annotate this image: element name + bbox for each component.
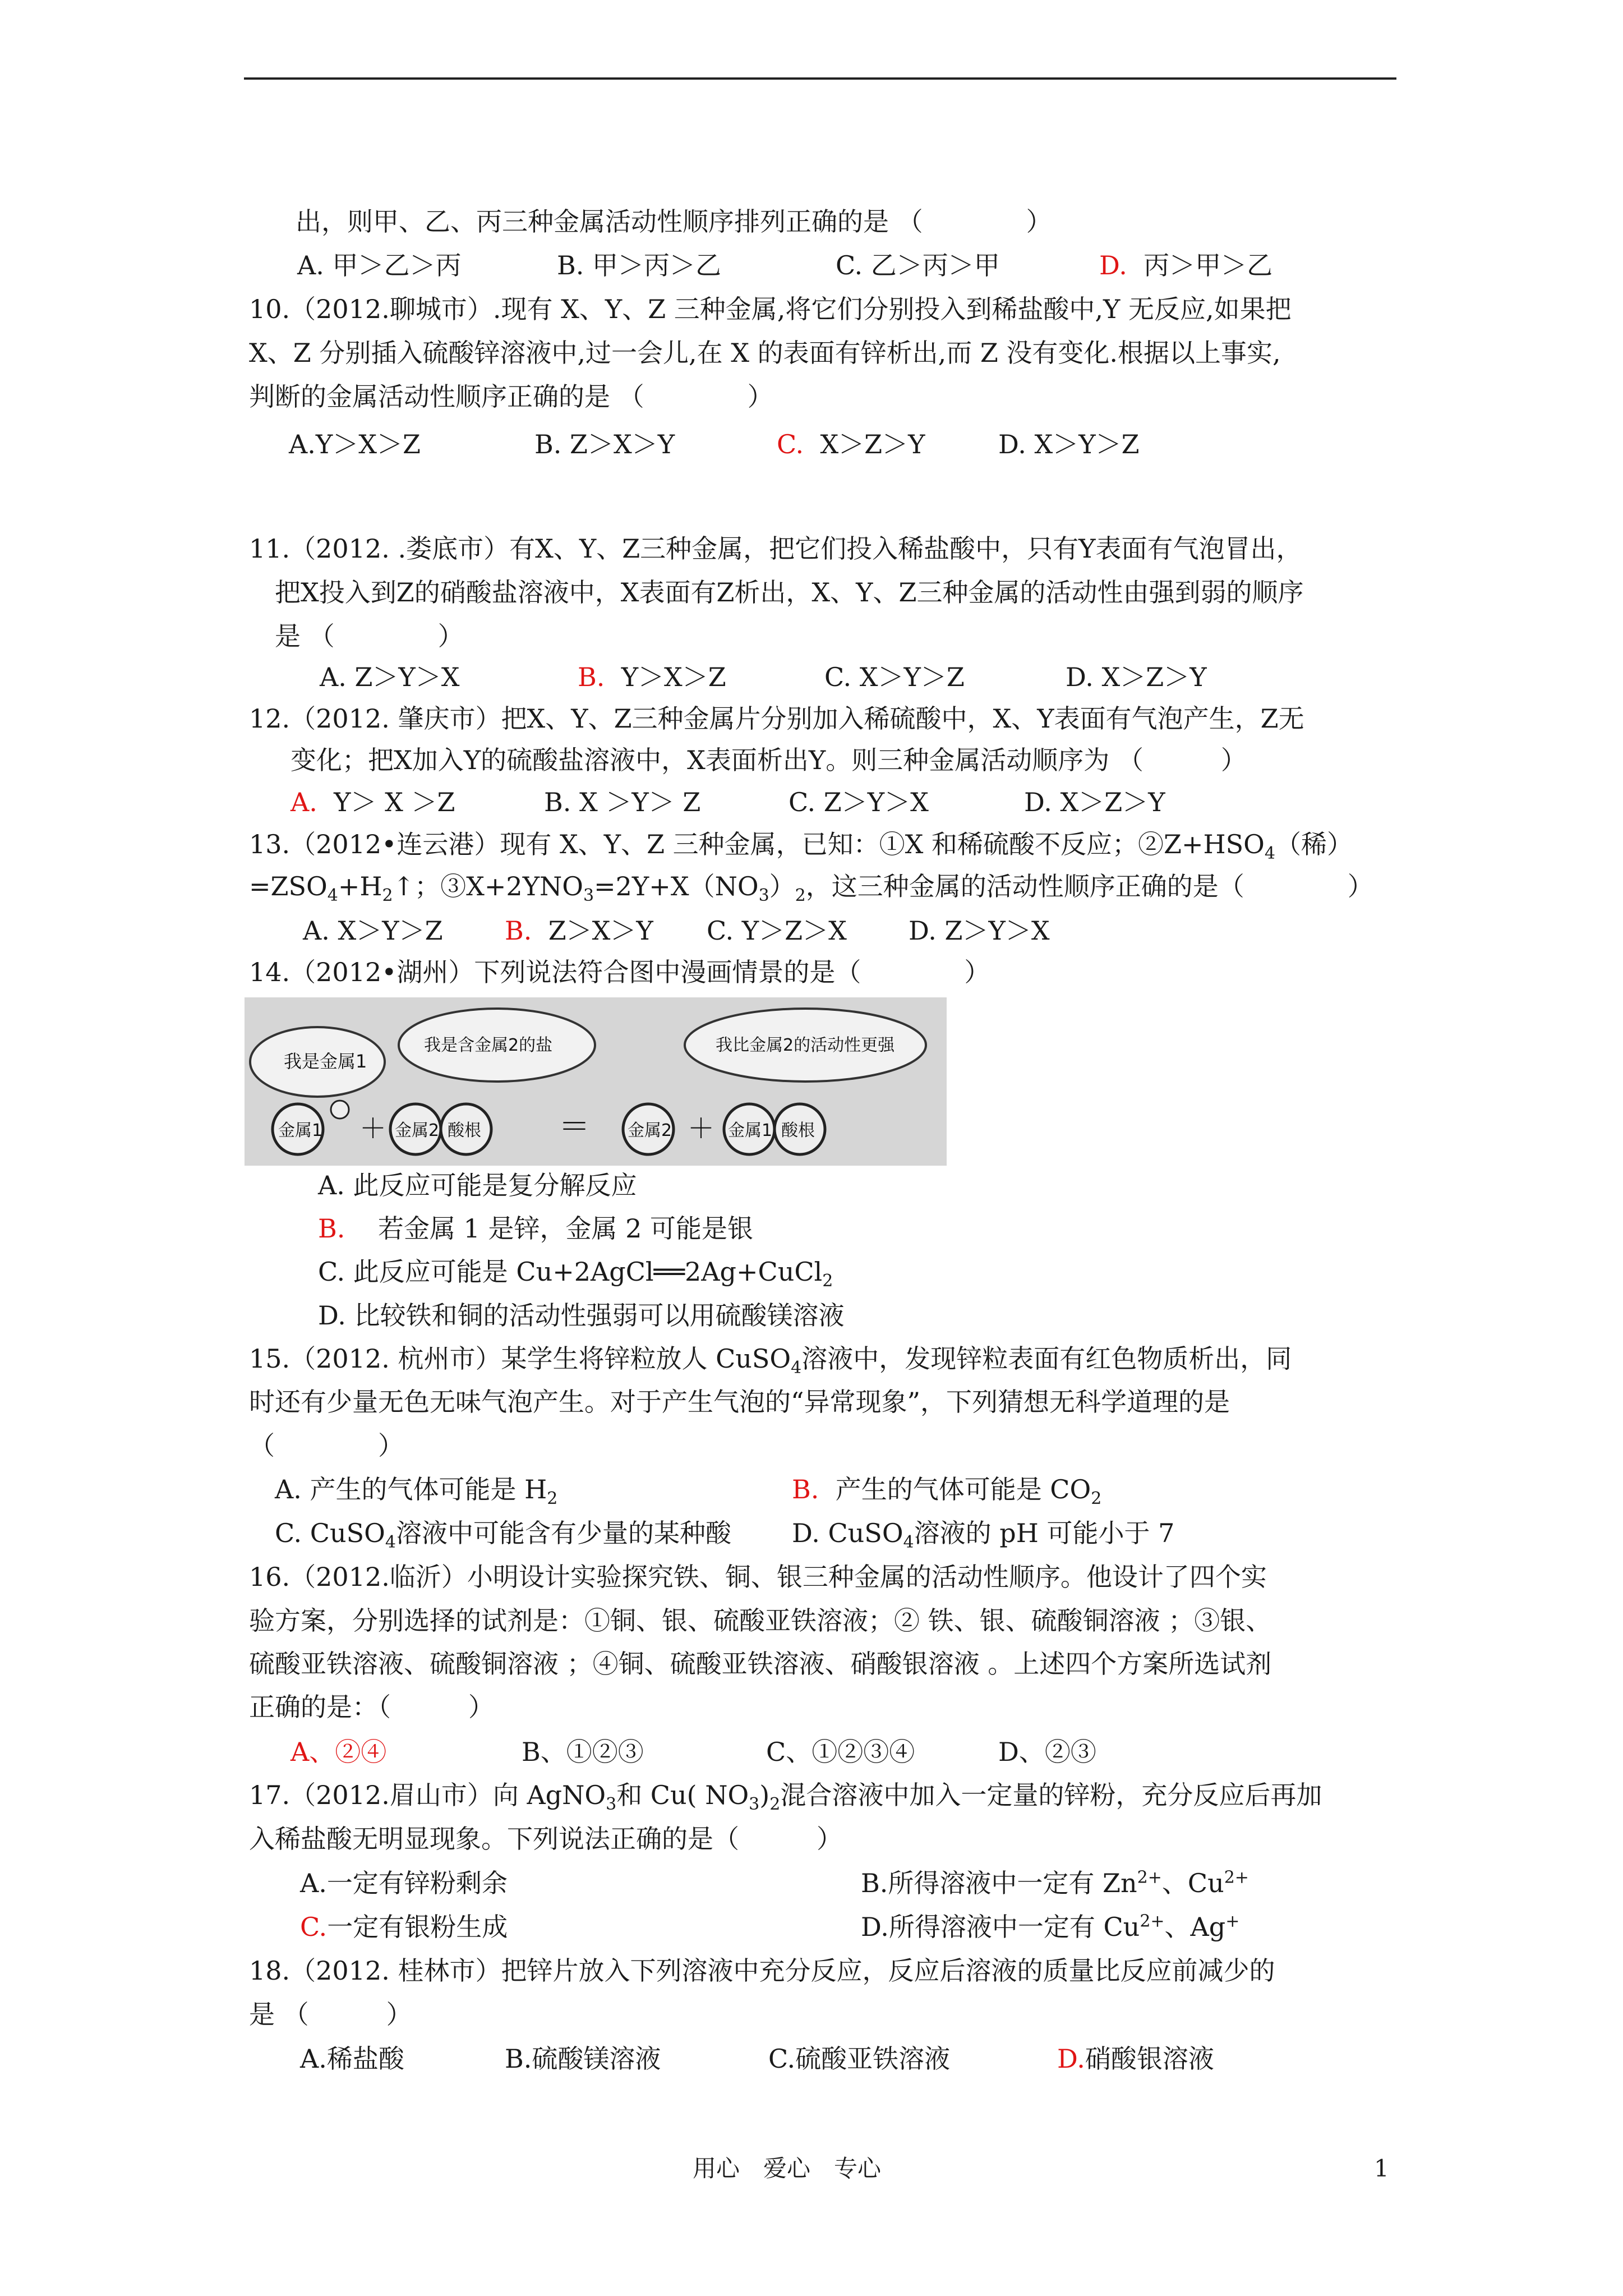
- q13-option-b: [505, 914, 653, 947]
- q17-superscript: +: [1225, 1911, 1240, 1931]
- q17-line1-b: 和 Cu( NO: [616, 1780, 749, 1810]
- page-number: 1: [1374, 2155, 1389, 2182]
- q13-line2-e: ）: [769, 871, 795, 901]
- metal-2-label: 金属2: [395, 1121, 440, 1140]
- q11-option-a: A. Z＞Y＞X: [320, 662, 460, 692]
- bubble-1-text: 我是金属1: [284, 1051, 367, 1072]
- q18-line2: 是 （ ）: [249, 1999, 412, 2030]
- q15-line1: [249, 1342, 1292, 1378]
- q17-subscript: 3: [749, 1795, 760, 1815]
- q14-option-b-text: 若金属 1 是锌，金属 2 可能是银: [377, 1213, 753, 1244]
- q16-option-b: B、①②③: [522, 1737, 644, 1767]
- q17-subscript: 3: [606, 1795, 617, 1815]
- acid-radical-product-label: 酸根: [781, 1121, 815, 1140]
- link-ball: [331, 1101, 349, 1119]
- metal-1-product-label: 金属1: [728, 1121, 773, 1140]
- q9-option-b: B. 甲＞丙＞乙: [557, 250, 722, 280]
- q12-option-c: C. Z＞Y＞X: [789, 787, 929, 817]
- q15-option-c-a: C. CuSO: [275, 1518, 385, 1548]
- q9-option-c: C. 乙＞丙＞甲: [836, 250, 1000, 280]
- q15-option-b-text: 产生的气体可能是 CO: [835, 1474, 1091, 1504]
- q17-line1-d: 混合溶液中加入一定量的锌粉，充分反应后再加: [780, 1780, 1322, 1810]
- q16-option-a: A、②④: [291, 1737, 387, 1767]
- plus-sign-1: ＋: [359, 1113, 387, 1144]
- q13-answer-letter: B.: [505, 915, 532, 946]
- q9-option-d: [1099, 249, 1272, 282]
- q17-line2: 入稀盐酸无明显现象。下列说法正确的是（ ）: [249, 1824, 842, 1854]
- q18-option-a: A.稀盐酸: [300, 2044, 404, 2074]
- q13-subscript: 4: [1264, 844, 1275, 864]
- q15-subscript: 2: [1091, 1489, 1102, 1509]
- q15-option-a: [275, 1473, 558, 1509]
- q17-subscript: 2: [769, 1795, 781, 1815]
- q17-option-d-b: 、Ag: [1164, 1912, 1226, 1942]
- q17-line1-a: 17.（2012.眉山市）向 AgNO: [249, 1780, 606, 1810]
- q16-line3: 硫酸亚铁溶液、硫酸铜溶液 ；④铜、硫酸亚铁溶液、硝酸银溶液 。上述四个方案所选试剂: [249, 1649, 1272, 1679]
- metal-1-label: 金属1: [278, 1121, 323, 1140]
- q12-option-d: D. X＞Z＞Y: [1024, 787, 1165, 817]
- q11-answer-letter: B.: [578, 662, 605, 692]
- q17-option-b-a: B.所得溶液中一定有 Zn: [861, 1868, 1137, 1898]
- q15-option-c: [275, 1516, 731, 1553]
- q14-subscript: 2: [822, 1271, 833, 1291]
- q16-option-d: D、②③: [998, 1737, 1096, 1767]
- q17-option-b: [861, 1866, 1249, 1900]
- q16-option-c: C、①②③④: [766, 1737, 915, 1767]
- q14-option-c: [318, 1255, 833, 1289]
- q17-option-d-a: D.所得溶液中一定有 Cu: [861, 1912, 1140, 1942]
- q15-subscript: 4: [791, 1358, 802, 1378]
- q13-option-c: C. Y＞Z＞X: [707, 915, 847, 946]
- q13-line2-f: ，这三种金属的活动性顺序正确的是（ ）: [805, 871, 1373, 901]
- q13-line2-b: +H: [338, 871, 382, 901]
- plus-sign-2: ＋: [688, 1113, 715, 1144]
- q17-option-d: [861, 1910, 1239, 1944]
- q17-superscript: 2+: [1140, 1911, 1165, 1931]
- q11-line3: 是 （ ）: [275, 621, 464, 651]
- q17-line1: [249, 1778, 1322, 1815]
- q10-option-d: D. X＞Y＞Z: [998, 429, 1140, 459]
- q13-line1-text: 13.（2012•连云港）现有 X、Y、Z 三种金属，已知：①X 和稀硫酸不反应；②Z+HSO: [249, 829, 1265, 859]
- q10-line3: 判断的金属活动性顺序正确的是 （ ）: [249, 381, 773, 412]
- q16-line2: 验方案，分别选择的试剂是：①铜、银、硫酸亚铁溶液；② 铁、银、硫酸铜溶液 ；③银、: [249, 1605, 1272, 1636]
- q12-answer-letter: A.: [291, 787, 317, 817]
- q14-option-c-text: C. 此反应可能是 Cu+2AgCl══2Ag+CuCl: [318, 1257, 823, 1287]
- q11-option-b-text: Y＞X＞Z: [621, 662, 726, 692]
- q11-option-b: [578, 660, 726, 694]
- metal-2-product-label: 金属2: [628, 1121, 672, 1140]
- q15-subscript: 2: [547, 1489, 558, 1509]
- q13-option-a: A. X＞Y＞Z: [303, 915, 443, 946]
- q17-superscript: 2+: [1137, 1867, 1162, 1888]
- q18-option-c: C.硫酸亚铁溶液: [768, 2044, 951, 2074]
- q18-option-d: [1057, 2042, 1214, 2076]
- equals-sign: ＝: [559, 1109, 590, 1145]
- q18-option-d-text: 硝酸银溶液: [1085, 2044, 1214, 2074]
- q16-line1: 16.（2012.临沂）小明设计实验探究铁、铜、银三种金属的活动性顺序。他设计了四个实: [249, 1562, 1267, 1592]
- q12-option-a: [291, 785, 455, 819]
- q13-line2: [249, 869, 1373, 906]
- q15-option-d: [792, 1516, 1175, 1553]
- q15-line2: 时还有少量无色无味气泡产生。对于产生气泡的“异常现象”，下列猜想无科学道理的是: [249, 1387, 1230, 1417]
- q17-superscript: 2+: [1224, 1867, 1249, 1888]
- q12-option-b: B. X ＞Y＞ Z: [544, 787, 701, 817]
- q13-line2-d: =2Y+X（NO: [594, 871, 759, 901]
- q10-answer-letter: C.: [777, 429, 804, 459]
- q12-line2: 变化；把X加入Y的硫酸盐溶液中，X表面析出Y。则三种金属活动顺序为 （ ）: [291, 745, 1247, 775]
- header-rule: [244, 77, 1396, 80]
- footer-motto: 用心 爱心 专心: [693, 2155, 882, 2182]
- q11-option-c: C. X＞Y＞Z: [824, 662, 965, 692]
- q17-option-b-b: 、Cu: [1161, 1868, 1224, 1898]
- q13-line2-c: ↑；③X+2YNO: [393, 871, 584, 901]
- q13-subscript: 2: [382, 886, 393, 906]
- q13-line1: [249, 827, 1353, 864]
- q13-subscript: 2: [795, 886, 806, 906]
- cartoon-figure: [245, 997, 947, 1166]
- q14-option-a: A. 此反应可能是复分解反应: [318, 1170, 637, 1200]
- q15-option-d-a: D. CuSO: [792, 1518, 903, 1548]
- cartoon-svg: [245, 997, 947, 1166]
- q10-option-c-text: X＞Z＞Y: [820, 429, 925, 459]
- q10-option-b: B. Z＞X＞Y: [534, 429, 675, 459]
- q18-answer-letter: D.: [1057, 2044, 1085, 2074]
- bubble-3-text: 我比金属2的活动性更强: [716, 1036, 895, 1055]
- q13-line1-end: （稀）: [1275, 829, 1353, 859]
- q10-option-a: A.Y＞X＞Z: [289, 429, 421, 459]
- q11-line1: 11.（2012. .娄底市）有X、Y、Z三种金属，把它们投入稀盐酸中，只有Y表面有气泡冒出，: [249, 533, 1302, 564]
- q14-answer-letter: B.: [318, 1213, 345, 1244]
- q17-option-c: [300, 1910, 508, 1944]
- q18-option-b: B.硫酸镁溶液: [505, 2044, 661, 2074]
- q15-line1-b: 溶液中，发现锌粒表面有红色物质析出，同: [801, 1343, 1292, 1374]
- q17-line1-c: ): [759, 1780, 770, 1810]
- q13-subscript: 3: [758, 886, 769, 906]
- q17-answer-letter: C.: [300, 1912, 328, 1942]
- q15-option-c-b: 溶液中可能含有少量的某种酸: [395, 1518, 731, 1548]
- q18-line1: 18.（2012. 桂林市）把锌片放入下列溶液中充分反应，反应后溶液的质量比反应前减少的: [249, 1955, 1275, 1986]
- q13-option-d: D. Z＞Y＞X: [909, 915, 1050, 946]
- q10-option-c: [777, 427, 925, 461]
- q10-line1: 10.（2012.聊城市）.现有 X、Y、Z 三种金属,将它们分别投入到稀盐酸中,Y 无反应,如果把: [249, 294, 1292, 324]
- q12-line1: 12.（2012. 肇庆市）把X、Y、Z三种金属片分别加入稀硫酸中，X、Y表面有气泡产生，Z无: [249, 703, 1304, 734]
- acid-radical-label: 酸根: [448, 1121, 481, 1140]
- q15-subscript: 4: [385, 1533, 396, 1553]
- q12-option-a-text: Y＞ X ＞Z: [334, 787, 455, 817]
- q15-line3: （ ）: [249, 1430, 404, 1461]
- q9-tail: 出，则甲、乙、丙三种金属活动性顺序排列正确的是 （ ）: [296, 206, 1052, 237]
- q17-option-a: A.一定有锌粉剩余: [300, 1868, 508, 1898]
- q15-option-d-b: 溶液的 pH 可能小于 7: [914, 1518, 1175, 1548]
- q15-line1-a: 15.（2012. 杭州市）某学生将锌粒放人 CuSO: [249, 1343, 791, 1374]
- bubble-2-text: 我是含金属2的盐: [424, 1036, 553, 1055]
- q14-line1: 14.（2012•湖州）下列说法符合图中漫画情景的是（ ）: [249, 957, 990, 987]
- q15-answer-letter: B.: [792, 1474, 819, 1504]
- q10-line2: X、Z 分别插入硫酸锌溶液中,过一会儿,在 X 的表面有锌析出,而 Z 没有变化.根据以上事实,: [249, 338, 1281, 368]
- q13-subscript: 4: [327, 886, 338, 906]
- q15-option-a-text: A. 产生的气体可能是 H: [275, 1474, 547, 1504]
- q11-option-d: D. X＞Z＞Y: [1066, 662, 1207, 692]
- q15-option-b: [792, 1473, 1102, 1509]
- q9-answer-letter: D.: [1099, 250, 1127, 280]
- q14-option-d: D. 比较铁和铜的活动性强弱可以用硫酸镁溶液: [318, 1300, 845, 1331]
- q9-option-a: A. 甲＞乙＞丙: [297, 250, 462, 280]
- q11-line2: 把X投入到Z的硝酸盐溶液中，X表面有Z析出，X、Y、Z三种金属的活动性由强到弱的顺序: [275, 577, 1304, 608]
- q13-option-b-text: Z＞X＞Y: [548, 915, 653, 946]
- q16-line4: 正确的是：（ ）: [249, 1692, 494, 1722]
- q17-option-c-text: 一定有银粉生成: [327, 1912, 508, 1942]
- q13-line2-a: =ZSO: [249, 871, 328, 901]
- q13-subscript: 3: [583, 886, 594, 906]
- q9-option-d-text: 丙＞甲＞乙: [1144, 250, 1273, 280]
- q15-subscript: 4: [903, 1533, 914, 1553]
- q14-option-b: [318, 1212, 753, 1245]
